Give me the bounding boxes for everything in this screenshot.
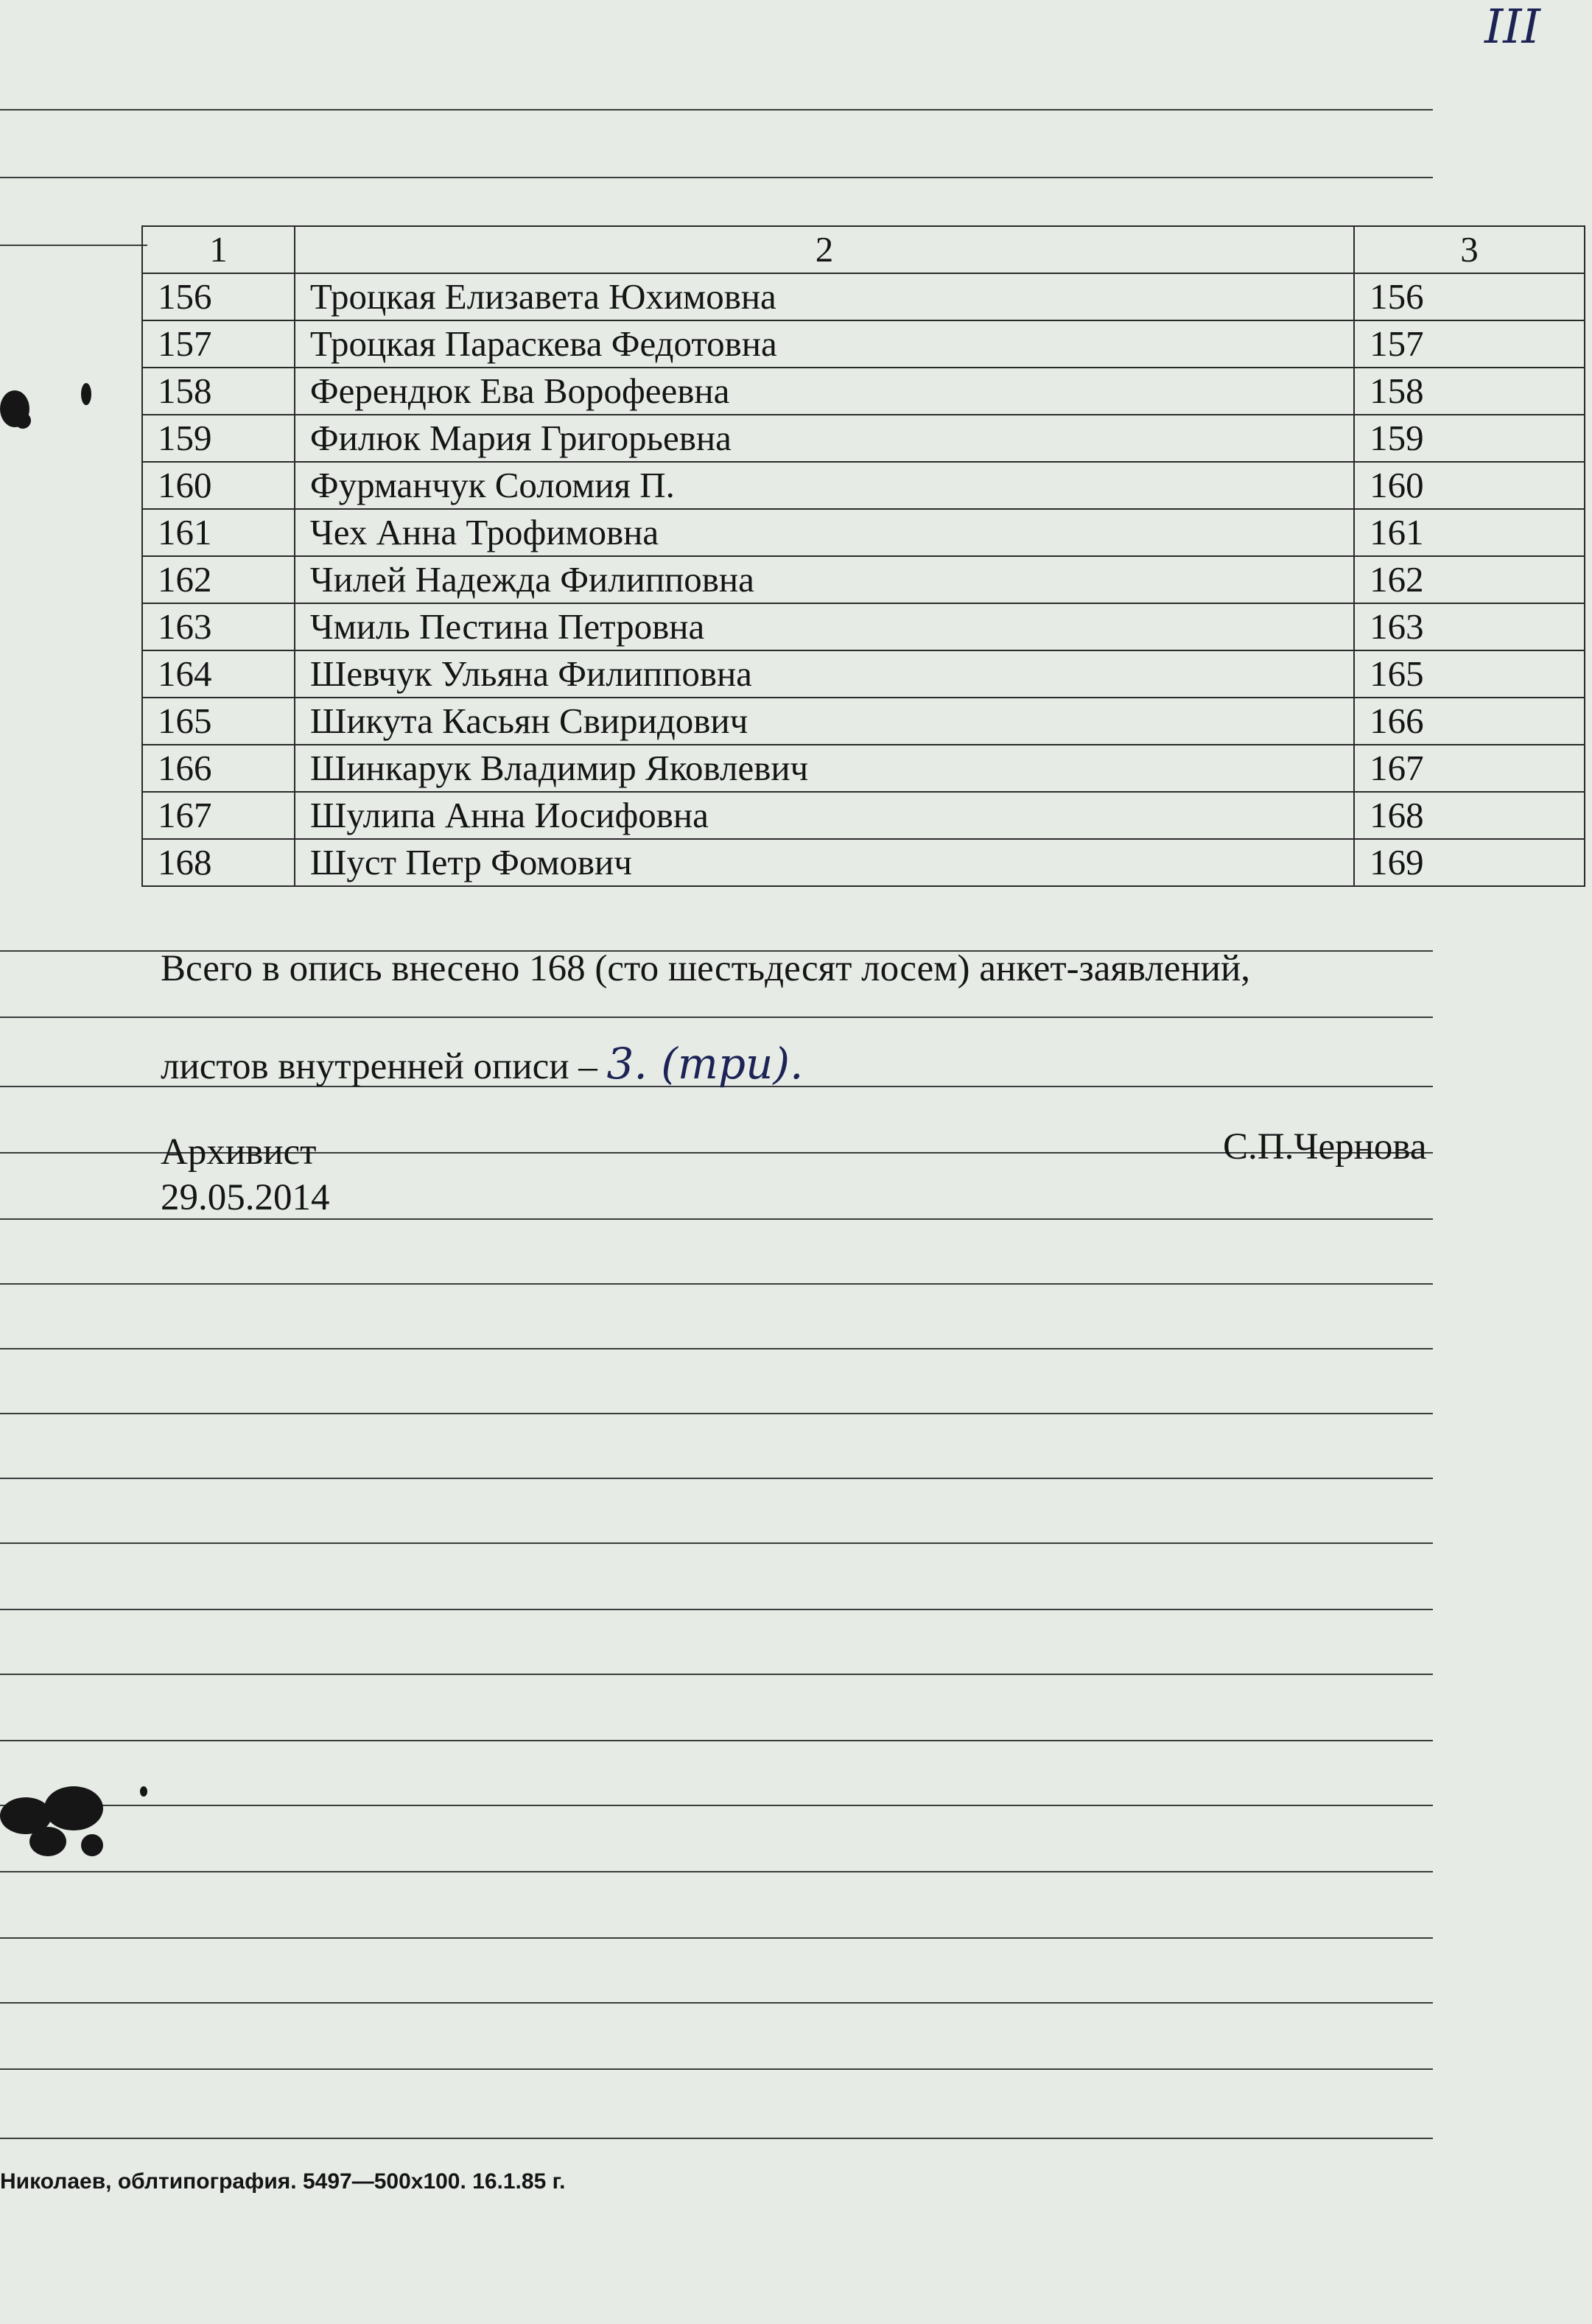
row-name: Чилей Надежда Филипповна bbox=[295, 556, 1354, 603]
row-sheet: 160 bbox=[1354, 462, 1585, 509]
row-number: 157 bbox=[142, 320, 295, 368]
row-number: 158 bbox=[142, 368, 295, 415]
row-name: Филюк Мария Григорьевна bbox=[295, 415, 1354, 462]
table-row bbox=[142, 603, 1585, 650]
table-row bbox=[142, 368, 1585, 415]
signature-role: Архивист bbox=[161, 1131, 317, 1173]
row-name: Шикута Касьян Свиридович bbox=[295, 698, 1354, 745]
table-row bbox=[142, 792, 1585, 839]
row-number: 161 bbox=[142, 509, 295, 556]
row-number: 163 bbox=[142, 603, 295, 650]
row-sheet: 163 bbox=[1354, 603, 1585, 650]
row-number: 156 bbox=[142, 273, 295, 320]
row-number: 159 bbox=[142, 415, 295, 462]
row-name: Чех Анна Трофимовна bbox=[295, 509, 1354, 556]
row-name: Шинкарук Владимир Яковлевич bbox=[295, 745, 1354, 792]
row-name: Шевчук Ульяна Филипповна bbox=[295, 650, 1354, 698]
table-row bbox=[142, 698, 1585, 745]
signature-date: 29.05.2014 bbox=[161, 1177, 330, 1218]
row-name: Троцкая Елизавета Юхимовна bbox=[295, 273, 1354, 320]
row-number: 167 bbox=[142, 792, 295, 839]
table-row bbox=[142, 839, 1585, 886]
row-number: 162 bbox=[142, 556, 295, 603]
summary-sheets-label: листов внутренней описи – bbox=[161, 1046, 597, 1087]
row-number: 166 bbox=[142, 745, 295, 792]
row-number: 168 bbox=[142, 839, 295, 886]
table-row bbox=[142, 745, 1585, 792]
row-sheet: 159 bbox=[1354, 415, 1585, 462]
row-sheet: 162 bbox=[1354, 556, 1585, 603]
row-sheet: 161 bbox=[1354, 509, 1585, 556]
page-number-handwritten: III bbox=[1484, 0, 1540, 55]
row-sheet: 167 bbox=[1354, 745, 1585, 792]
row-sheet: 165 bbox=[1354, 650, 1585, 698]
summary-sheets-handwritten: 3. (три). bbox=[606, 1039, 804, 1089]
table-row bbox=[142, 320, 1585, 368]
row-name: Шулипа Анна Иосифовна bbox=[295, 792, 1354, 839]
signature-name: С.П.Чернова bbox=[1223, 1126, 1427, 1168]
printer-imprint: Николаев, облтипография. 5497—500х100. 16.1.85 г. bbox=[0, 2169, 566, 2194]
row-name: Ферендюк Ева Ворофеевна bbox=[295, 368, 1354, 415]
row-name: Фурманчук Соломия П. bbox=[295, 462, 1354, 509]
row-number: 165 bbox=[142, 698, 295, 745]
table-row bbox=[142, 556, 1585, 603]
row-name: Шуст Петр Фомович bbox=[295, 839, 1354, 886]
row-number: 164 bbox=[142, 650, 295, 698]
inventory-table bbox=[141, 225, 1585, 887]
table-row bbox=[142, 462, 1585, 509]
table-row bbox=[142, 650, 1585, 698]
row-sheet: 166 bbox=[1354, 698, 1585, 745]
table-row bbox=[142, 273, 1585, 320]
column-header-number: 1 bbox=[142, 226, 295, 273]
table-row bbox=[142, 509, 1585, 556]
column-header-sheet: 3 bbox=[1354, 226, 1585, 273]
summary-sheets-line bbox=[161, 1039, 803, 1089]
row-name: Троцкая Параскева Федотовна bbox=[295, 320, 1354, 368]
row-name: Чмиль Пестина Петровна bbox=[295, 603, 1354, 650]
row-sheet: 157 bbox=[1354, 320, 1585, 368]
row-sheet: 156 bbox=[1354, 273, 1585, 320]
table-row bbox=[142, 415, 1585, 462]
row-sheet: 169 bbox=[1354, 839, 1585, 886]
column-header-name: 2 bbox=[295, 226, 1354, 273]
row-number: 160 bbox=[142, 462, 295, 509]
table-header-row bbox=[142, 226, 1585, 273]
summary-total-line: Всего в опись внесено 168 (сто шестьдесят лосем) анкет-заявлений, bbox=[161, 948, 1250, 989]
row-sheet: 168 bbox=[1354, 792, 1585, 839]
row-sheet: 158 bbox=[1354, 368, 1585, 415]
